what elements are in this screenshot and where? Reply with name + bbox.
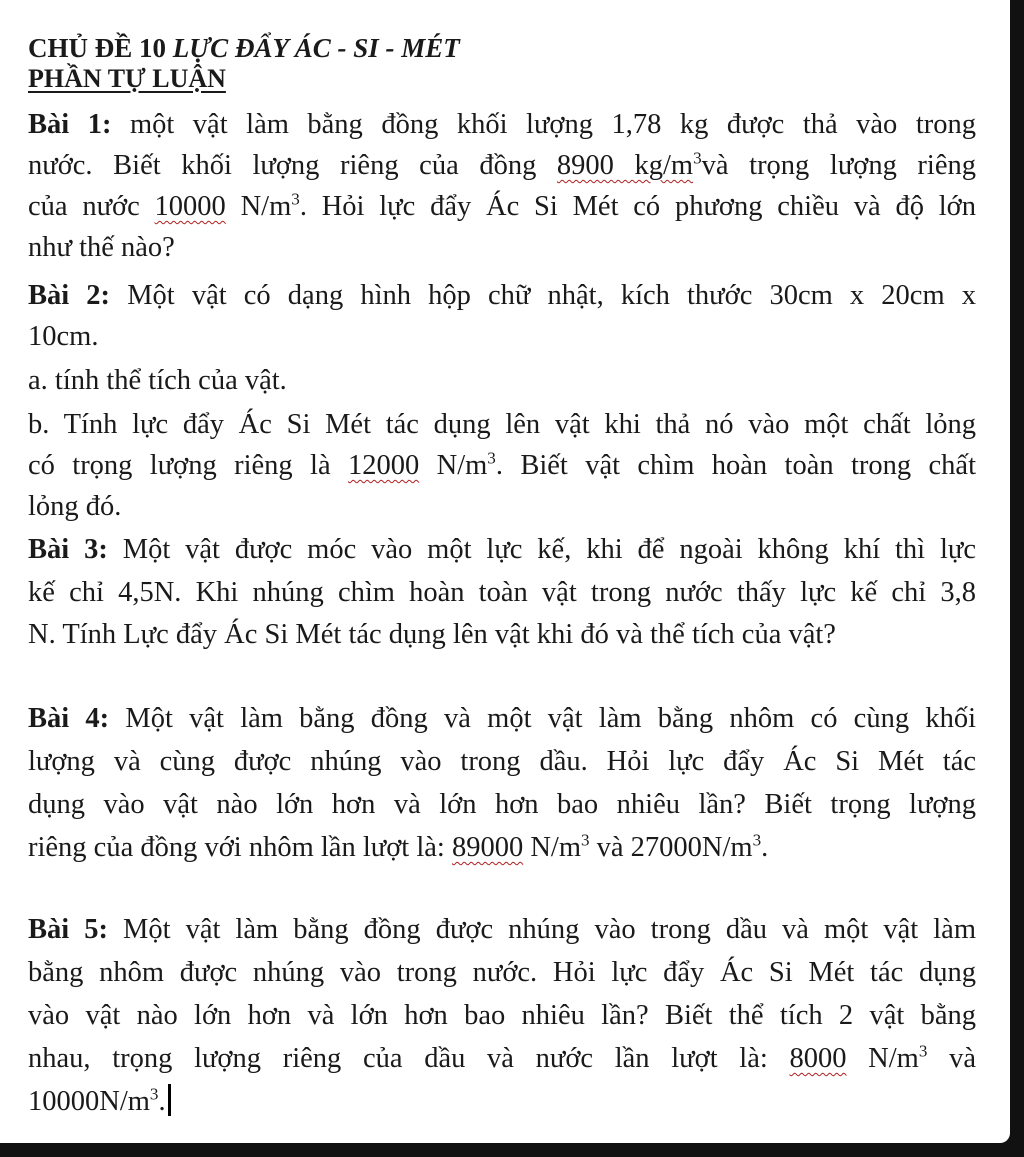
exercise-2-line-2: 10cm. [28, 321, 99, 352]
exercise-1-line-1: Bài 1: một vật làm bằng đồng khối lượng 1,78 kg được thả vào trong [28, 109, 976, 140]
exercise-3-line-2: kế chỉ 4,5N. Khi nhúng chìm hoàn toàn vật trong nước thấy lực kế chỉ 3,8 [28, 577, 976, 608]
exercise-4-line-2: lượng và cùng được nhúng vào trong dầu. Hỏi lực đẩy Ác Si Mét tác [28, 746, 976, 777]
exercise-2-part-b-line-3: lỏng đó. [28, 491, 122, 522]
exercise-4-line-4: riêng của đồng với nhôm lần lượt là: 89000 $N/m^3$ và $27000N/m^3$. [28, 830, 769, 863]
exercise-2-part-b-line-2: có trọng lượng riêng là 12000 $N/m^3$. Biết vật chìm hoàn toàn trong chất [28, 448, 976, 481]
exercise-1-line-2: nước. Biết khối lượng riêng của đồng 8900 $kg/m^3và$ trọng lượng riêng [28, 148, 976, 181]
page-title: CHỦ ĐỀ 10 LỰC ĐẨY ÁC - SI - MÉT [28, 33, 460, 63]
exercise-1-label: Bài 1: [28, 109, 112, 140]
exercise-5-label: Bài 5: [28, 914, 108, 945]
exercise-4-line-3: dụng vào vật nào lớn hơn và lớn hơn bao nhiêu lần? Biết trọng lượng [28, 789, 976, 820]
exercise-5-line-5[interactable]: $10000N/m^3$. [28, 1082, 976, 1122]
exercise-1-line-4: như thế nào? [28, 232, 175, 263]
exercise-5-line-4: nhau, trọng lượng riêng của dầu và nước lần lượt là: 8000 $N/m^3$ và [28, 1041, 976, 1074]
exercise-1-line-3: của nước 10000 $N/m^3$. Hỏi lực đẩy Ác Si Mét có phương chiều và độ lớn [28, 189, 976, 222]
section-subtitle: PHẦN TỰ LUẬN [28, 64, 226, 93]
exercise-4-label: Bài 4: [28, 703, 110, 734]
exercise-5-line-3: vào vật nào lớn hơn và lớn hơn bao nhiêu lần? Biết thể tích 2 vật bằng [28, 1000, 976, 1031]
exercise-2-part-a: a. tính thể tích của vật. [28, 365, 287, 396]
text-cursor [168, 1084, 171, 1116]
exercise-5-line-1: Bài 5: Một vật làm bằng đồng được nhúng vào trong dầu và một vật làm [28, 914, 976, 945]
exercise-2-label: Bài 2: [28, 280, 111, 311]
exercise-2-line-1: Bài 2: Một vật có dạng hình hộp chữ nhật, kích thước 30cm x 20cm x [28, 280, 977, 311]
exercise-4-line-1: Bài 4: Một vật làm bằng đồng và một vật làm bằng nhôm có cùng khối [28, 703, 976, 734]
exercise-3-line-3: N. Tính Lực đẩy Ác Si Mét tác dụng lên vật khi đó và thể tích của vật? [28, 619, 836, 650]
exercise-2-part-b-line-1: b. Tính lực đẩy Ác Si Mét tác dụng lên vật khi thả nó vào một chất lỏng [28, 409, 976, 440]
exercise-3-label: Bài 3: [28, 534, 108, 565]
exercise-5-line-2: bằng nhôm được nhúng vào trong nước. Hỏi lực đẩy Ác Si Mét tác dụng [28, 957, 976, 988]
exercise-3-line-1: Bài 3: Một vật được móc vào một lực kế, khi để ngoài không khí thì lực [28, 534, 977, 565]
